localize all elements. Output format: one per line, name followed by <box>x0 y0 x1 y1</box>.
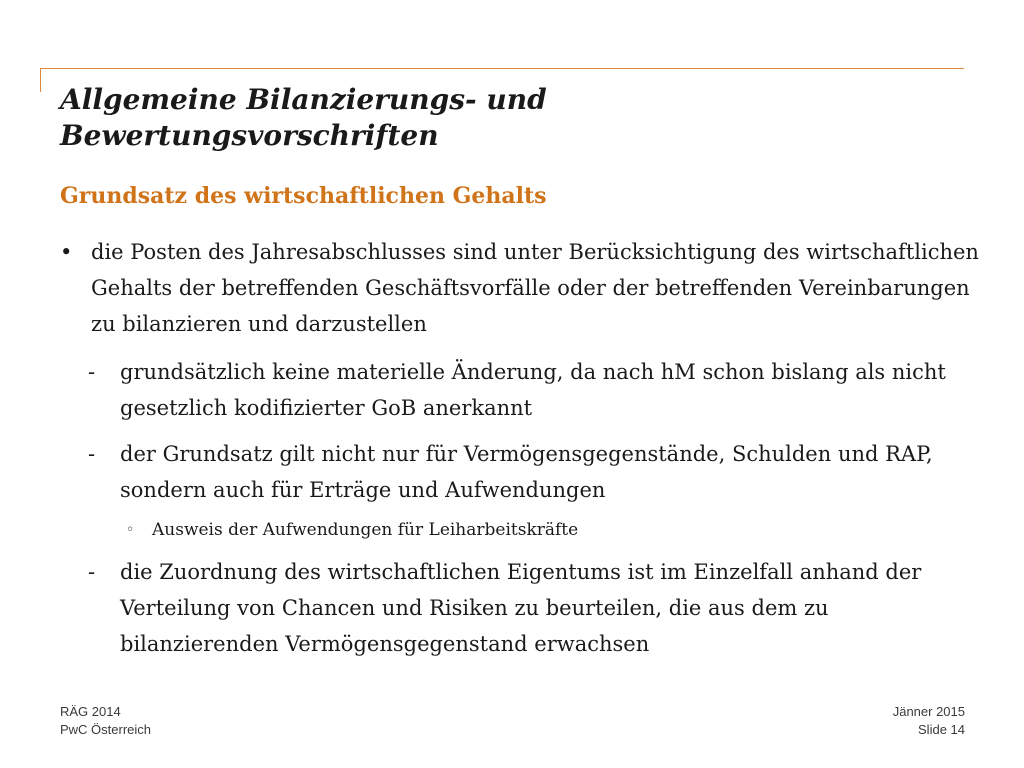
dash-marker: - <box>88 560 96 584</box>
frame-corner-line <box>40 68 41 92</box>
dash-marker: - <box>88 360 96 384</box>
dash-item <box>60 354 980 426</box>
footer-slide-number: Slide 14 <box>918 722 965 737</box>
sub-bullet-marker: ◦ <box>126 522 135 538</box>
sub-text: Ausweis der Aufwendungen für Leiharbeitskräfte <box>152 520 579 540</box>
dash-text: grundsätzlich keine materielle Änderung, da nach hM schon bislang als nicht gesetzlich kodifizierter GoB anerkannt <box>120 360 946 420</box>
slide-content <box>60 234 980 662</box>
bullet-item <box>60 234 980 342</box>
frame-top-line <box>40 68 964 69</box>
dash-item <box>60 554 980 662</box>
slide-title <box>60 82 960 154</box>
dash-text: der Grundsatz gilt nicht nur für Vermögensgegenstände, Schulden und RAP, sondern auch für Erträge und Aufwendungen <box>120 442 933 502</box>
dash-item <box>60 436 980 508</box>
footer-right <box>893 703 965 739</box>
title-line-2: Bewertungsvorschriften <box>60 119 439 152</box>
bullet-text: die Posten des Jahresabschlusses sind unter Berücksichtigung des wirtschaftlichen Gehalts der betreffenden Geschäftsvorfälle oder der betreffenden Vereinbarungen zu bilanzieren und darzustellen <box>91 240 979 336</box>
slide-subtitle: Grundsatz des wirtschaftlichen Gehalts <box>60 183 547 209</box>
bullet-marker: • <box>60 240 73 264</box>
dash-marker: - <box>88 442 96 466</box>
footer-date: Jänner 2015 <box>892 704 965 719</box>
footer-company: PwC Österreich <box>60 722 152 737</box>
title-line-1: Allgemeine Bilanzierungs- und <box>60 83 547 116</box>
footer-left <box>60 703 151 739</box>
dash-text: die Zuordnung des wirtschaftlichen Eigentums ist im Einzelfall anhand der Verteilung von Chancen und Risiken zu beurteilen, die aus dem zu bilanzierenden Vermögensgegenstand erwachsen <box>120 560 922 656</box>
sub-item <box>60 516 980 544</box>
footer-topic: RÄG 2014 <box>60 704 121 719</box>
